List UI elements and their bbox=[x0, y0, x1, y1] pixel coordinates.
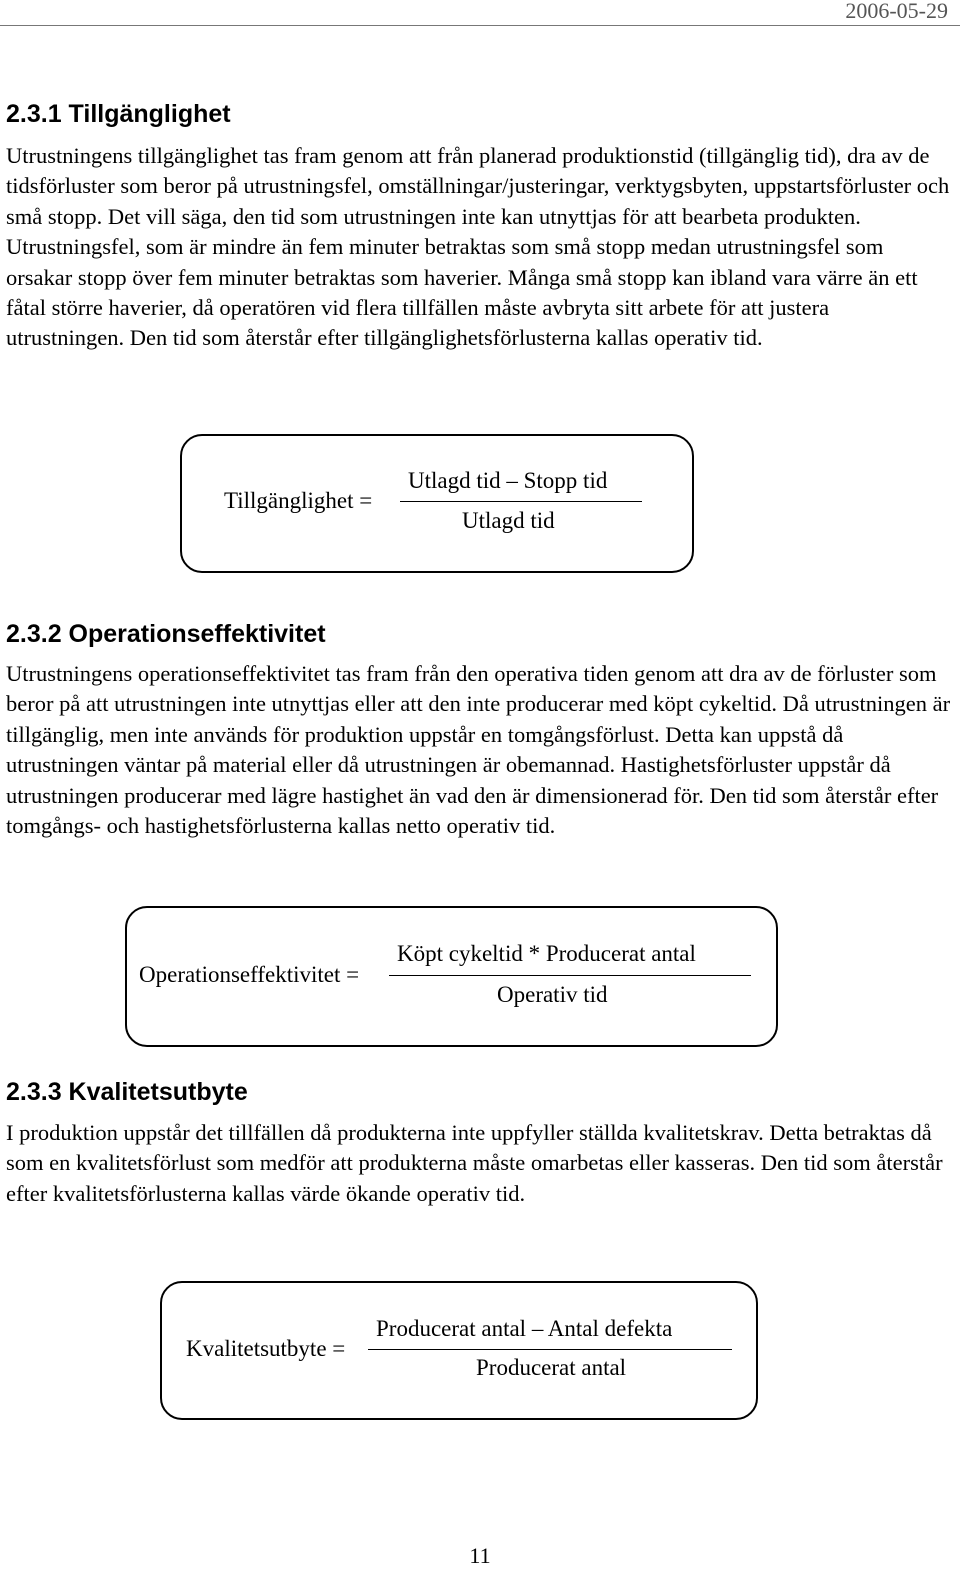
formula-numerator: Producerat antal – Antal defekta bbox=[376, 1316, 673, 1341]
section-heading-kvalitetsutbyte: 2.3.3 Kvalitetsutbyte bbox=[6, 1078, 248, 1106]
formula-label: Tillgänglighet = bbox=[224, 488, 373, 513]
formula-box-operationseffektivitet bbox=[125, 906, 778, 1047]
formula-denominator: Utlagd tid bbox=[462, 508, 555, 533]
formula-box-tillganglighet bbox=[180, 434, 694, 573]
formula-label: Operationseffektivitet = bbox=[139, 962, 360, 987]
formula-numerator: Köpt cykeltid * Producerat antal bbox=[397, 941, 696, 966]
section-paragraph-operationseffektivitet: Utrustningens operationseffektivitet tas fram från den operativa tiden genom att dra av de förluster som beror på att utrustningen inte utnyttjas eller att den inte producerar med köpt cykeltid. Då utrustningen är tillgänglig, men inte används för produktion uppstår en tomgångsförlust. Detta kan uppstå då utrustningen väntar på material eller då utrustningen är obemannad. Hastighetsförluster uppstår då utrustningen producerar med lägre hastighet än vad den är dimensionerad för. Den tid som återstår efter tomgångs- och hastighetsförlusterna kallas netto operativ tid. bbox=[6, 661, 951, 839]
formula-denominator: Operativ tid bbox=[497, 982, 608, 1007]
formula-numerator: Utlagd tid – Stopp tid bbox=[408, 468, 608, 493]
section-heading-operationseffektivitet: 2.3.2 Operationseffektivitet bbox=[6, 620, 326, 648]
header-date: 2006-05-29 bbox=[845, 0, 948, 23]
formula-box-kvalitetsutbyte bbox=[160, 1281, 758, 1420]
page-number: 11 bbox=[469, 1543, 491, 1568]
fraction-bar bbox=[400, 501, 642, 502]
fraction-bar bbox=[389, 975, 751, 976]
formula-denominator: Producerat antal bbox=[476, 1355, 627, 1380]
section-heading-tillganglighet: 2.3.1 Tillgänglighet bbox=[6, 100, 231, 128]
section-paragraph-kvalitetsutbyte: I produktion uppstår det tillfällen då produkterna inte uppfyller ställda kvalitetskrav. Detta betraktas då som en kvalitetsförlust som medför att produkterna måste omarbetas eller kasseras. Den tid som återstår efter kvalitetsförlusterna kallas värde ökande operativ tid. bbox=[6, 1120, 943, 1206]
formula-label: Kvalitetsutbyte = bbox=[186, 1336, 346, 1361]
header-rule bbox=[0, 25, 960, 26]
section-paragraph-tillganglighet: Utrustningens tillgänglighet tas fram genom att från planerad produktionstid (tillgänglig tid), dra av de tidsförluster som beror på utrustningsfel, omställningar/justeringar, verktygsbyten, uppstartsförluster och små stopp. Det vill säga, den tid som utrustningen inte kan utnyttjas för att bearbeta produkten. Utrustningsfel, som är mindre än fem minuter betraktas som små stopp medan utrustningsfel som orsakar stopp över fem minuter betraktas som haverier. Många små stopp kan ibland vara värre än ett fåtal större haverier, då operatören vid flera tillfällen måste avbryta sitt arbete för att justera utrustningen. Den tid som återstår efter tillgänglighetsförlusterna kallas operativ tid. bbox=[6, 143, 950, 351]
fraction-bar bbox=[368, 1349, 732, 1350]
